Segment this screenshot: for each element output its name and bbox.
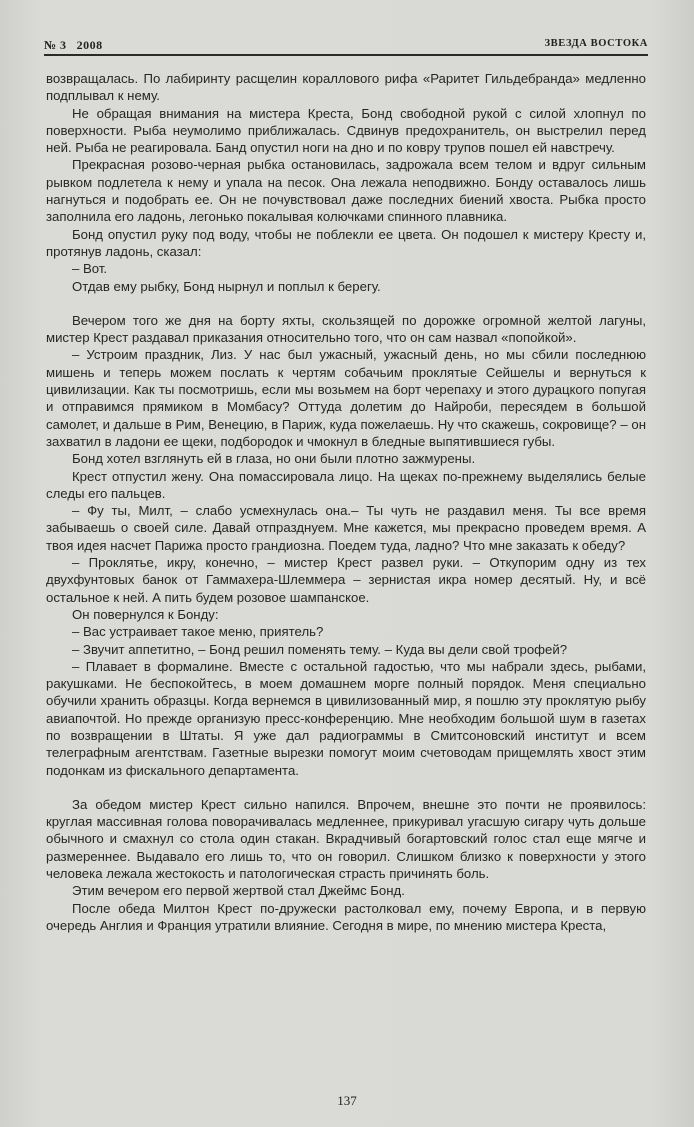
paragraph: – Проклятье, икру, конечно, – мистер Крест развел руки. – Откупорим одну из тех двухфунтовых банок от Гаммахера-Шлеммера – зернистая икра номер десятый. Ну, и всё остальное к ней. А пить будем розовое шампанское. <box>46 555 646 605</box>
paragraph: Прекрасная розово-черная рыбка остановилась, задрожала всем телом и вдруг сильным рывком подлетела к нему и упала на песок. Она лежала неподвижно. Бонду оставалось лишь нагнуться и подобрать ее. Он не почувствовал даже последних биений хвоста. Рыбка просто заполнила его ладонь, легонько покалывая колючками спинного плавника. <box>46 157 646 225</box>
issue-info <box>44 38 103 53</box>
paragraph: После обеда Милтон Крест по-дружески растолковал ему, почему Европа, и в первую очередь Англия и Франция утратили влияние. Сегодня в мире, по мнению мистера Креста, <box>46 900 646 933</box>
paragraph: Не обращая внимания на мистера Креста, Бонд свободной рукой с силой хлопнул по поверхности. Рыба неумолимо приближалась. Сдвинув предохранитель, он выстрелил перед ней. Рыба не реагировала. Банд опустил ноги на дно и по ковру трупов пошел ей навстречу. <box>46 105 646 156</box>
paragraph: Он повернулся к Бонду: <box>72 606 219 622</box>
body-text <box>46 70 646 934</box>
paragraph: Отдав ему рыбку, Бонд нырнул и поплыл к берегу. <box>72 278 381 294</box>
paragraph: За обедом мистер Крест сильно напился. Впрочем, внешне это почти не проявилось: круглая массивная голова поворачивалась медленнее, прикуривал угасшую сигару чуть дольше обычного и смахнул со стола один стакан. Вкрадчивый богартовский голос стал еще мягче и размереннее. Выдавало его лишь то, что он говорил. Слишком близко к поверхности у этого человека лежала жестокость и патологическая страсть причинять боль. <box>46 796 646 882</box>
page-number: 137 <box>337 1093 357 1108</box>
paragraph: Вечером того же дня на борту яхты, скользящей по дорожке огромной желтой лагуны, мистер Крест раздавал приказания относительно того, что он сам назвал «попойкой». <box>46 312 646 346</box>
paragraph: – Звучит аппетитно, – Бонд решил поменять тему. – Куда вы дели свой трофей? <box>72 641 568 657</box>
issue-number: № 3 <box>44 38 67 52</box>
running-header <box>44 36 648 56</box>
paragraph: Этим вечером его первой жертвой стал Джеймс Бонд. <box>72 883 405 899</box>
paragraph: Крест отпустил жену. Она помассировала лицо. На щеках по-прежнему выделялись белые следы его пальцев. <box>46 468 646 501</box>
paragraph: – Фу ты, Милт, – слабо усмехнулась она.– Ты чуть не раздавил меня. Ты все время забываешь о своей силе. Давай отпразднуем. Мне кажется, мы прекрасно проведем время. А твоя идея насчет Парижа просто грандиозна. Поедем туда, ладно? Что мне заказать к обеду? <box>46 503 646 553</box>
issue-year: 2008 <box>76 38 103 52</box>
paragraph: возвращалась. По лабиринту расщелин кораллового рифа «Раритет Гильдебранда» медленно подплывал к нему. <box>46 71 646 104</box>
paragraph: – Вот. <box>72 261 108 277</box>
paragraph: Бонд опустил руку под воду, чтобы не поблекли ее цвета. Он подошел к мистеру Кресту и, протянув ладонь, сказал: <box>46 226 646 259</box>
magazine-title: ЗВЕЗДА ВОСТОКА <box>544 38 648 49</box>
paragraph: Бонд хотел взглянуть ей в глаза, но они были плотно зажмурены. <box>72 451 476 467</box>
paragraph: – Вас устраивает такое меню, приятель? <box>72 624 324 640</box>
paragraph: – Устроим праздник, Лиз. У нас был ужасный, ужасный день, но мы сбили последнюю мишень и теперь можем послать к чертям собачьим проклятые Сейшелы и вернуться к цивилизации. Как ты посмотришь, если мы возьмем на борт черепаху и этого дурацкого попугая и отправимся прямиком в Момбасу? Оттуда долетим до Найроби, пересядем в большой самолет, и дальше в Рим, Венецию, в Париж, куда пожелаешь. Ну что скажешь, сокровище? – он захватил в ладони ее щеки, подбородок и чмокнул в бледные выпятившиеся губы. <box>46 347 646 449</box>
paragraph: – Плавает в формалине. Вместе с остальной гадостью, что мы набрали здесь, рыбами, ракушками. Не беспокойтесь, в моем домашнем морге полный порядок. Меня специально обучили хранить образцы. Когда вернемся в цивилизованный мир, я пошлю эту проклятую рыбу авиапочтой. Но прежде организую пресс-конференцию. Мне необходим большой шум в газетах по возвращении в Штаты. Я уже дал радиограммы в Смитсоновский институт и всем телеграфным агентствам. Газетные вырезки помогут моим счетоводам прищемлять хвост этим подонкам из фискального департамента. <box>46 658 646 778</box>
